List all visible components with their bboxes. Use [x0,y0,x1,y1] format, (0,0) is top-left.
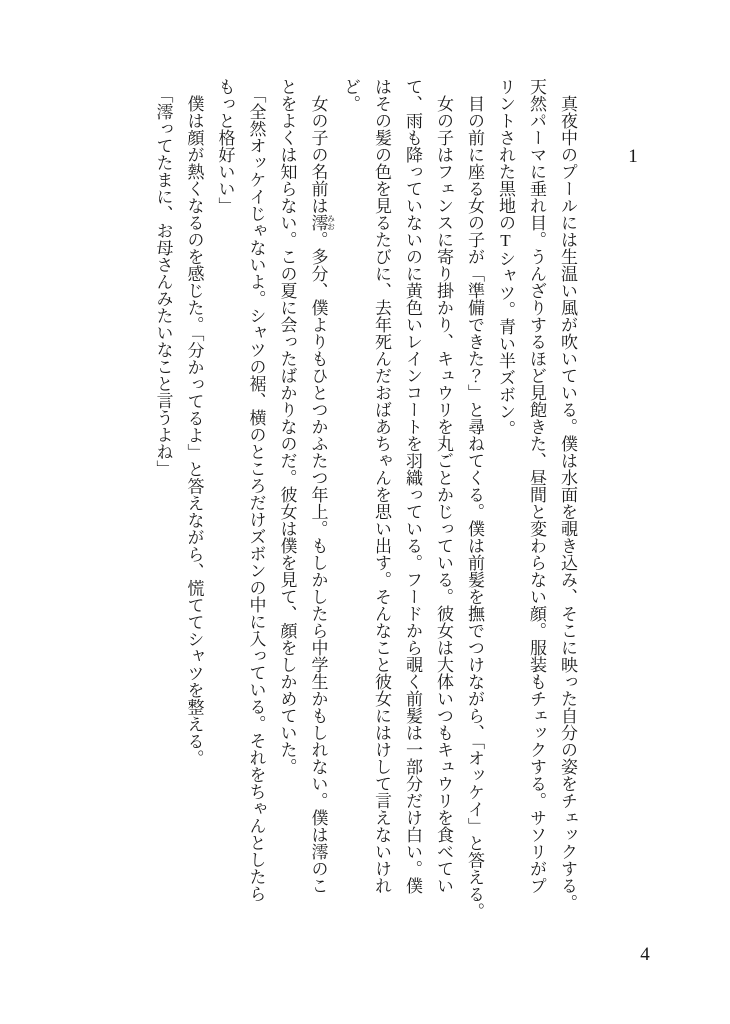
text-column: とをよくは知らない。この夏に会ったばかりなのだ。彼女は僕を見て、顔をしかめていた。 [277,78,297,775]
text-column: ど。 [341,78,360,112]
text-column: 「全然オッケイじゃないよ。シャツの裾、横のところだけズボンの中に入っている。それをちゃんとしたら [246,86,266,902]
text-column: もっと格好いい」 [215,78,235,214]
text-column: 天然パーマに垂れ目。うんざりするほど見飽きた、昼間と変わらない顔。服装もチェックする。サソリがプ [527,78,546,894]
text-column: 女の子はフェンスに寄り掛かり、キュウリを丸ごとかじっている。彼女は大体いつもキュウリを食べてい [434,95,453,894]
text-column: 僕は顔が熱くなるのを感じた。「分かってるよ」と答えながら、慌ててシャツを整える。 [184,95,204,767]
text-column: 女の子の名前は澪 みお。多分、僕よりもひとつかふたつ年上。もしかしたら中学生かもしれない。僕は澪のこ [308,95,336,894]
page-number: 4 [640,944,650,965]
text-column: はその髪の色を見るたびに、去年死んだおばあちゃんを思い出す。そんなこと彼女にはけして言えないけれ [372,78,391,894]
furigana-annotated-kanji: 澪 みお [308,214,336,231]
text-columns [147,78,583,948]
chapter-number: 1 [628,146,638,167]
text-column: 真夜中のプールには生温い風が吹いている。僕は水面を覗き込み、そこに映った自分の姿をチェックする。 [558,95,577,911]
text-column: 「澪ってたまに、お母さんみたいなこと言うよね」 [153,86,173,477]
text-column: 目の前に座る女の子が「準備できた？」と尋ねてくる。僕は前髪を撫でつけながら、「オッケイ」と答える。 [465,95,484,920]
text-column: て、雨も降っていないのに黄色いレインコートを羽織っている。フードから覗く前髪は一部分だけ白い。僕 [403,78,422,894]
text-column: リントされた黒地のTシャツ。青い半ズボン。 [496,78,515,437]
